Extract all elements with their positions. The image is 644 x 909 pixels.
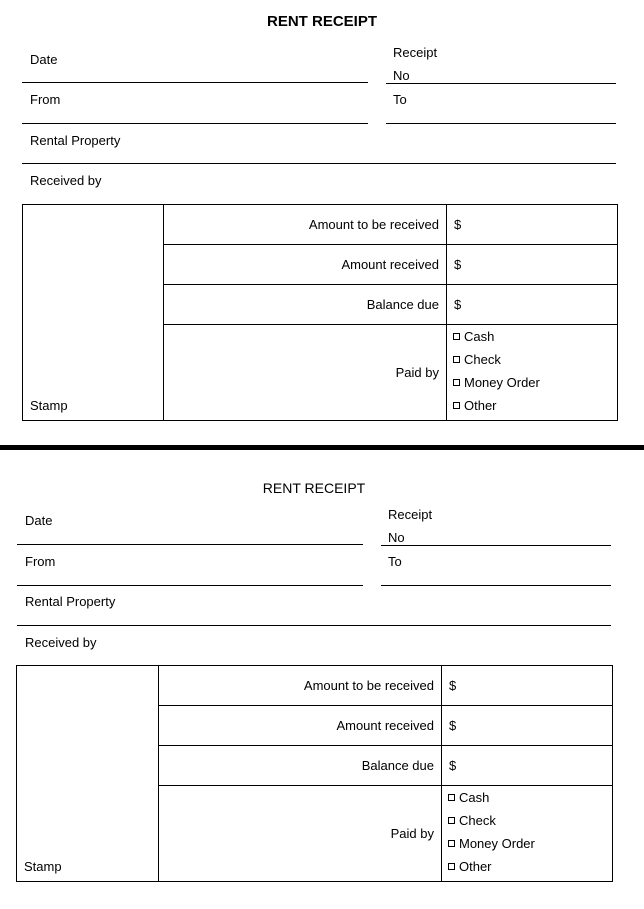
payment-option-label: Cash <box>464 329 495 344</box>
payment-option-cash[interactable] <box>448 788 612 811</box>
checkbox-icon[interactable] <box>453 333 460 340</box>
balance-due-label: Balance due <box>164 285 447 325</box>
checkbox-icon[interactable] <box>453 402 460 409</box>
paid-by-label: Paid by <box>159 786 442 882</box>
amount-received-label: Amount received <box>159 706 442 746</box>
from-line[interactable] <box>17 585 363 586</box>
rental-property-label: Rental Property <box>25 594 116 609</box>
date-label: Date <box>30 52 58 67</box>
payment-option-label: Money Order <box>464 375 540 390</box>
payment-option-label: Other <box>464 398 497 413</box>
payment-option-label: Cash <box>459 790 490 805</box>
stamp-label: Stamp <box>30 398 68 413</box>
payment-option-money-order[interactable] <box>448 834 612 857</box>
to-label: To <box>393 92 407 107</box>
receipt-no-line[interactable] <box>386 83 616 84</box>
amount-received-field[interactable]: $ <box>442 706 613 746</box>
amount-to-be-received-label: Amount to be received <box>159 666 442 706</box>
paid-by-label: Paid by <box>164 325 447 421</box>
amount-received-field[interactable]: $ <box>447 245 618 285</box>
date-line[interactable] <box>17 544 363 545</box>
balance-due-field[interactable]: $ <box>442 746 613 786</box>
payment-option-label: Check <box>459 813 496 828</box>
stamp-area <box>23 205 164 421</box>
from-label: From <box>30 92 61 107</box>
received-by-label: Received by <box>25 635 97 650</box>
rental-property-line[interactable] <box>17 625 611 626</box>
amount-to-be-received-field[interactable]: $ <box>447 205 618 245</box>
receipt-no-label: No <box>393 68 410 83</box>
checkbox-icon[interactable] <box>453 379 460 386</box>
rent-receipt-2 <box>0 458 644 888</box>
balance-due-label: Balance due <box>159 746 442 786</box>
rental-property-line[interactable] <box>22 163 616 164</box>
rent-receipt-1 <box>0 0 644 430</box>
receipt-title: RENT RECEIPT <box>266 13 377 30</box>
rental-property-label: Rental Property <box>30 133 121 148</box>
payment-option-money-order[interactable] <box>453 373 617 396</box>
payment-option-label: Check <box>464 352 501 367</box>
to-line[interactable] <box>381 585 611 586</box>
checkbox-icon[interactable] <box>448 840 455 847</box>
payment-options <box>447 325 618 421</box>
payment-table <box>22 204 618 421</box>
amount-to-be-received-field[interactable]: $ <box>442 666 613 706</box>
payment-option-check[interactable] <box>448 811 612 834</box>
payment-option-label: Money Order <box>459 836 535 851</box>
payment-option-cash[interactable] <box>453 327 617 350</box>
amount-to-be-received-label: Amount to be received <box>164 205 447 245</box>
payment-table <box>16 665 613 882</box>
balance-due-field[interactable]: $ <box>447 285 618 325</box>
receipt-no-line[interactable] <box>381 545 611 546</box>
payment-option-label: Other <box>459 859 492 874</box>
payment-option-other[interactable] <box>453 396 617 419</box>
checkbox-icon[interactable] <box>448 794 455 801</box>
cut-divider <box>0 445 644 450</box>
checkbox-icon[interactable] <box>453 356 460 363</box>
from-line[interactable] <box>22 123 368 124</box>
amount-received-label: Amount received <box>164 245 447 285</box>
receipt-no-label: No <box>388 530 405 545</box>
from-label: From <box>25 554 56 569</box>
receipt-title: RENT RECEIPT <box>262 480 366 496</box>
received-by-label: Received by <box>30 173 102 188</box>
checkbox-icon[interactable] <box>448 863 455 870</box>
payment-option-other[interactable] <box>448 857 612 880</box>
to-label: To <box>388 554 402 569</box>
date-label: Date <box>25 513 53 528</box>
to-line[interactable] <box>386 123 616 124</box>
stamp-area <box>17 666 159 882</box>
payment-option-check[interactable] <box>453 350 617 373</box>
receipt-label: Receipt <box>388 507 433 522</box>
receipt-label: Receipt <box>393 45 438 60</box>
checkbox-icon[interactable] <box>448 817 455 824</box>
payment-options <box>442 786 613 882</box>
stamp-label: Stamp <box>24 859 62 874</box>
date-line[interactable] <box>22 82 368 83</box>
